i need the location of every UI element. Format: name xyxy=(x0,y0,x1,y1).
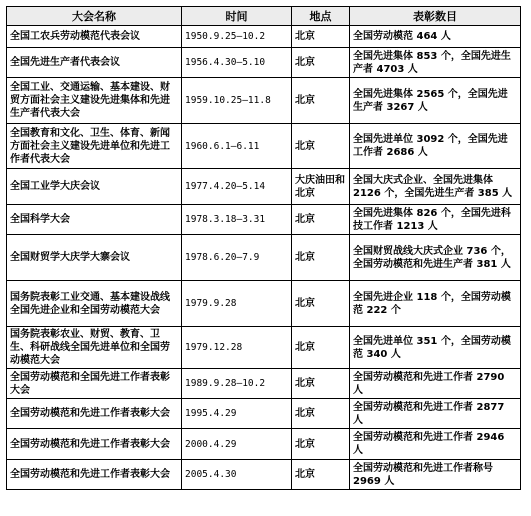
header-time: 时间 xyxy=(182,7,292,26)
table-row xyxy=(7,169,521,205)
time-cell: 2000.4.29 xyxy=(182,429,292,460)
award-count-cell: 全国先进集体 826 个，全国先进科技工作者 1213 人 xyxy=(350,205,521,235)
time-cell: 1978.6.20—7.9 xyxy=(182,235,292,281)
conference-name-cell: 全国劳动模范和先进工作者表彰大会 xyxy=(7,399,182,429)
location-cell: 北京 xyxy=(292,399,350,429)
location-cell: 北京 xyxy=(292,235,350,281)
table-row xyxy=(7,327,521,369)
time-cell: 1978.3.18—3.31 xyxy=(182,205,292,235)
header-award-count: 表彰数目 xyxy=(350,7,521,26)
table-row xyxy=(7,460,521,490)
table-row xyxy=(7,124,521,169)
award-count-cell: 全国大庆式企业、全国先进集体 2126 个，全国先进生产者 385 人 xyxy=(350,169,521,205)
time-cell: 1995.4.29 xyxy=(182,399,292,429)
location-cell: 北京 xyxy=(292,48,350,78)
award-count-cell: 全国先进集体 853 个，全国先进生产者 4703 人 xyxy=(350,48,521,78)
time-cell: 2005.4.30 xyxy=(182,460,292,490)
location-cell: 北京 xyxy=(292,429,350,460)
location-cell: 北京 xyxy=(292,78,350,124)
conference-name-cell: 全国劳动模范和全国先进工作者表彰大会 xyxy=(7,369,182,399)
time-cell: 1960.6.1—6.11 xyxy=(182,124,292,169)
table-row xyxy=(7,281,521,327)
time-cell: 1959.10.25—11.8 xyxy=(182,78,292,124)
location-cell: 大庆油田和北京 xyxy=(292,169,350,205)
table-row xyxy=(7,48,521,78)
table-row xyxy=(7,26,521,48)
table-header-row xyxy=(7,7,521,26)
location-cell: 北京 xyxy=(292,327,350,369)
conference-name-cell: 全国工业、交通运输、基本建设、财贸方面社会主义建设先进集体和先进生产者代表大会 xyxy=(7,78,182,124)
conference-name-cell: 全国教育和文化、卫生、体育、新闻方面社会主义建设先进单位和先进工作者代表大会 xyxy=(7,124,182,169)
location-cell: 北京 xyxy=(292,281,350,327)
table-row xyxy=(7,399,521,429)
award-count-cell: 全国财贸战线大庆式企业 736 个，全国劳动模范和先进生产者 381 人 xyxy=(350,235,521,281)
location-cell: 北京 xyxy=(292,460,350,490)
location-cell: 北京 xyxy=(292,124,350,169)
location-cell: 北京 xyxy=(292,369,350,399)
awards-conference-table xyxy=(6,6,521,490)
location-cell: 北京 xyxy=(292,205,350,235)
conference-name-cell: 国务院表彰农业、财贸、教育、卫生、科研战线全国先进单位和全国劳动模范大会 xyxy=(7,327,182,369)
conference-name-cell: 全国劳动模范和先进工作者表彰大会 xyxy=(7,460,182,490)
header-conference-name: 大会名称 xyxy=(7,7,182,26)
conference-name-cell: 全国先进生产者代表会议 xyxy=(7,48,182,78)
conference-name-cell: 全国科学大会 xyxy=(7,205,182,235)
time-cell: 1989.9.28—10.2 xyxy=(182,369,292,399)
header-location: 地点 xyxy=(292,7,350,26)
award-count-cell: 全国先进企业 118 个，全国劳动模范 222 个 xyxy=(350,281,521,327)
location-cell: 北京 xyxy=(292,26,350,48)
time-cell: 1956.4.30—5.10 xyxy=(182,48,292,78)
table-row xyxy=(7,235,521,281)
award-count-cell: 全国先进单位 3092 个，全国先进工作者 2686 人 xyxy=(350,124,521,169)
award-count-cell: 全国劳动模范和先进工作者 2877 人 xyxy=(350,399,521,429)
time-cell: 1979.9.28 xyxy=(182,281,292,327)
award-count-cell: 全国劳动模范和先进工作者 2946 人 xyxy=(350,429,521,460)
award-count-cell: 全国先进集体 2565 个，全国先进生产者 3267 人 xyxy=(350,78,521,124)
award-count-cell: 全国劳动模范和先进工作者称号 2969 人 xyxy=(350,460,521,490)
table-row xyxy=(7,78,521,124)
time-cell: 1977.4.20—5.14 xyxy=(182,169,292,205)
awards-conference-table-container xyxy=(6,6,520,510)
conference-name-cell: 全国财贸学大庆学大寨会议 xyxy=(7,235,182,281)
conference-name-cell: 全国工业学大庆会议 xyxy=(7,169,182,205)
table-row xyxy=(7,205,521,235)
table-row xyxy=(7,369,521,399)
time-cell: 1979.12.28 xyxy=(182,327,292,369)
table-row xyxy=(7,429,521,460)
time-cell: 1950.9.25—10.2 xyxy=(182,26,292,48)
conference-name-cell: 国务院表彰工业交通、基本建设战线全国先进企业和全国劳动模范大会 xyxy=(7,281,182,327)
conference-name-cell: 全国劳动模范和先进工作者表彰大会 xyxy=(7,429,182,460)
award-count-cell: 全国劳动模范 464 人 xyxy=(350,26,521,48)
award-count-cell: 全国先进单位 351 个，全国劳动模范 340 人 xyxy=(350,327,521,369)
award-count-cell: 全国劳动模范和先进工作者 2790 人 xyxy=(350,369,521,399)
conference-name-cell: 全国工农兵劳动模范代表会议 xyxy=(7,26,182,48)
